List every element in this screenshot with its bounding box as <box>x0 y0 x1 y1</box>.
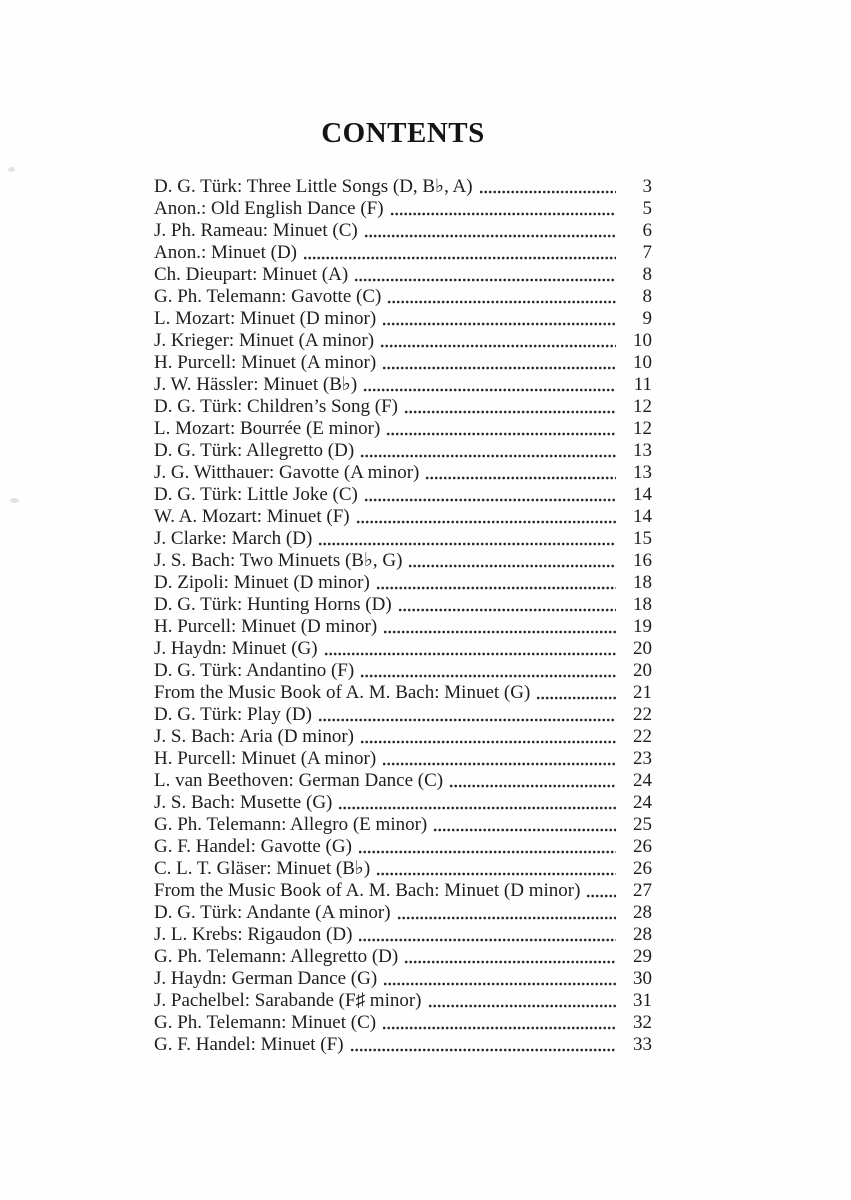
dot-leader <box>397 915 616 921</box>
toc-entry-label: J. Pachelbel: Sarabande (F♯ minor) <box>154 990 422 1011</box>
toc-entry-label: G. F. Handel: Minuet (F) <box>154 1034 344 1055</box>
toc-entry-page: 31 <box>633 990 652 1011</box>
toc-entry-page: 7 <box>642 242 652 263</box>
toc-entry-label: D. G. Türk: Play (D) <box>154 704 312 725</box>
toc-entry <box>154 528 652 550</box>
toc-entry-page: 14 <box>633 506 652 527</box>
toc-entry <box>154 286 652 308</box>
toc-entry <box>154 330 652 352</box>
toc-entry <box>154 242 652 264</box>
toc-entry-page: 24 <box>633 770 652 791</box>
dot-leader <box>428 1003 616 1009</box>
toc-entry <box>154 682 652 704</box>
toc-entry-page: 27 <box>633 880 652 901</box>
toc-entry-label: H. Purcell: Minuet (D minor) <box>154 616 378 637</box>
toc-entry-label: W. A. Mozart: Minuet (F) <box>154 506 350 527</box>
toc-entry <box>154 792 652 814</box>
toc-entry-page: 18 <box>633 594 652 615</box>
toc-entry-label: J. G. Witthauer: Gavotte (A minor) <box>154 462 420 483</box>
toc-entry <box>154 396 652 418</box>
toc-entry <box>154 880 652 902</box>
toc-entry-page: 16 <box>633 550 652 571</box>
toc-entry-label: Anon.: Minuet (D) <box>154 242 298 263</box>
dot-leader <box>382 1025 616 1031</box>
dot-leader <box>360 453 616 459</box>
dot-leader <box>386 431 616 437</box>
toc-entry <box>154 440 652 462</box>
dot-leader <box>318 717 616 723</box>
toc-entry <box>154 506 652 528</box>
dot-leader <box>324 651 616 657</box>
dot-leader <box>338 805 616 811</box>
toc-entry <box>154 594 652 616</box>
dot-leader <box>380 343 616 349</box>
toc-entry-page: 5 <box>642 198 652 219</box>
dot-leader <box>383 981 616 987</box>
dot-leader <box>360 673 616 679</box>
toc-entry <box>154 462 652 484</box>
toc-entry <box>154 1012 652 1034</box>
toc-entry <box>154 704 652 726</box>
toc-entry-page: 29 <box>633 946 652 967</box>
toc-entry-label: L. Mozart: Bourrée (E minor) <box>154 418 381 439</box>
toc-entry-page: 28 <box>633 924 652 945</box>
toc-entry <box>154 352 652 374</box>
dot-leader <box>382 761 616 767</box>
toc-entry-page: 25 <box>633 814 652 835</box>
dot-leader <box>364 497 616 503</box>
toc-entry <box>154 616 652 638</box>
dot-leader <box>356 519 616 525</box>
toc-entry-label: J. S. Bach: Musette (G) <box>154 792 333 813</box>
toc-entry-label: J. S. Bach: Aria (D minor) <box>154 726 355 747</box>
toc-entry <box>154 418 652 440</box>
toc-entry <box>154 814 652 836</box>
toc-entry <box>154 1034 652 1056</box>
toc-entry-label: D. G. Türk: Three Little Songs (D, B♭, A) <box>154 176 473 197</box>
dot-leader <box>404 959 616 965</box>
toc-entry-label: D. G. Türk: Allegretto (D) <box>154 440 355 461</box>
toc-entry-label: Anon.: Old English Dance (F) <box>154 198 384 219</box>
toc-entry-label: D. G. Türk: Little Joke (C) <box>154 484 358 505</box>
toc-entry-page: 10 <box>633 352 652 373</box>
toc-entry-page: 3 <box>642 176 652 197</box>
dot-leader <box>382 321 616 327</box>
scan-artifact <box>10 498 19 503</box>
toc-entry-label: J. W. Hässler: Minuet (B♭) <box>154 374 358 395</box>
toc-entry-label: J. S. Bach: Two Minuets (B♭, G) <box>154 550 403 571</box>
toc-entry-label: J. Haydn: Minuet (G) <box>154 638 318 659</box>
toc-entry <box>154 990 652 1012</box>
dot-leader <box>479 189 616 195</box>
toc-entry-page: 8 <box>642 264 652 285</box>
toc-entry-page: 6 <box>642 220 652 241</box>
toc-entry-page: 12 <box>633 396 652 417</box>
toc-entry-page: 13 <box>633 440 652 461</box>
toc-entry-label: D. G. Türk: Andante (A minor) <box>154 902 391 923</box>
dot-leader <box>354 277 616 283</box>
toc-entry <box>154 220 652 242</box>
toc-entry-page: 20 <box>633 638 652 659</box>
dot-leader <box>586 893 616 899</box>
dot-leader <box>376 871 616 877</box>
scan-artifact <box>8 167 15 172</box>
toc-entry-page: 18 <box>633 572 652 593</box>
toc-entry-page: 33 <box>633 1034 652 1055</box>
toc-entry-label: D. Zipoli: Minuet (D minor) <box>154 572 370 593</box>
dot-leader <box>449 783 616 789</box>
toc-entry-page: 8 <box>642 286 652 307</box>
toc-entry-label: D. G. Türk: Hunting Horns (D) <box>154 594 392 615</box>
toc-entry-label: From the Music Book of A. M. Bach: Minuet (G) <box>154 682 531 703</box>
toc-entry-label: G. Ph. Telemann: Allegro (E minor) <box>154 814 428 835</box>
toc-entry <box>154 770 652 792</box>
dot-leader <box>433 827 616 833</box>
toc-entry-page: 19 <box>633 616 652 637</box>
toc-entry <box>154 308 652 330</box>
toc-entry-label: G. F. Handel: Gavotte (G) <box>154 836 352 857</box>
toc-entry <box>154 968 652 990</box>
toc-entry-page: 26 <box>633 858 652 879</box>
dot-leader <box>364 233 616 239</box>
toc-entry-page: 10 <box>633 330 652 351</box>
dot-leader <box>358 849 616 855</box>
dot-leader <box>390 211 616 217</box>
toc-entry-label: H. Purcell: Minuet (A minor) <box>154 748 377 769</box>
toc-entry <box>154 572 652 594</box>
toc-entry-page: 23 <box>633 748 652 769</box>
dot-leader <box>404 409 616 415</box>
toc-entry-label: D. G. Türk: Andantino (F) <box>154 660 355 681</box>
toc-entry-page: 24 <box>633 792 652 813</box>
toc-entry-label: J. Ph. Rameau: Minuet (C) <box>154 220 358 241</box>
toc-entry <box>154 198 652 220</box>
toc-entry <box>154 946 652 968</box>
page-title: CONTENTS <box>321 117 485 149</box>
dot-leader <box>360 739 616 745</box>
toc-entry-page: 11 <box>633 374 652 395</box>
dot-leader <box>382 365 616 371</box>
dot-leader <box>318 541 616 547</box>
toc-entry <box>154 726 652 748</box>
dot-leader <box>383 629 616 635</box>
dot-leader <box>408 563 616 569</box>
toc-entry <box>154 638 652 660</box>
toc-entry <box>154 484 652 506</box>
toc-entry <box>154 836 652 858</box>
dot-leader <box>350 1047 616 1053</box>
toc-entry-label: G. Ph. Telemann: Gavotte (C) <box>154 286 382 307</box>
dot-leader <box>358 937 616 943</box>
toc-entry-label: J. Clarke: March (D) <box>154 528 313 549</box>
toc-entry <box>154 550 652 572</box>
toc-entry-page: 22 <box>633 726 652 747</box>
toc-entry-page: 26 <box>633 836 652 857</box>
dot-leader <box>363 387 616 393</box>
toc-entry-label: G. Ph. Telemann: Minuet (C) <box>154 1012 377 1033</box>
dot-leader <box>376 585 616 591</box>
toc-entry <box>154 660 652 682</box>
toc-entry-label: Ch. Dieupart: Minuet (A) <box>154 264 349 285</box>
toc-entry-label: H. Purcell: Minuet (A minor) <box>154 352 377 373</box>
toc-entry-page: 30 <box>633 968 652 989</box>
toc-entry <box>154 264 652 286</box>
toc-entry-label: L. van Beethoven: German Dance (C) <box>154 770 444 791</box>
toc-entry-page: 21 <box>633 682 652 703</box>
dot-leader <box>387 299 616 305</box>
dot-leader <box>536 695 616 701</box>
toc-entry-page: 14 <box>633 484 652 505</box>
toc-entry <box>154 924 652 946</box>
toc-entry-page: 9 <box>642 308 652 329</box>
toc-entry-page: 32 <box>633 1012 652 1033</box>
toc-entry <box>154 748 652 770</box>
toc-entry-label: J. L. Krebs: Rigaudon (D) <box>154 924 353 945</box>
toc-entry-page: 15 <box>633 528 652 549</box>
table-of-contents <box>154 176 652 1056</box>
dot-leader <box>398 607 616 613</box>
toc-entry <box>154 902 652 924</box>
toc-entry-label: From the Music Book of A. M. Bach: Minuet (D minor) <box>154 880 581 901</box>
toc-entry-label: L. Mozart: Minuet (D minor) <box>154 308 377 329</box>
toc-entry-label: J. Krieger: Minuet (A minor) <box>154 330 375 351</box>
toc-entry <box>154 176 652 198</box>
toc-entry <box>154 858 652 880</box>
toc-entry-page: 12 <box>633 418 652 439</box>
dot-leader <box>425 475 616 481</box>
toc-entry <box>154 374 652 396</box>
toc-entry-page: 22 <box>633 704 652 725</box>
toc-entry-label: C. L. T. Gläser: Minuet (B♭) <box>154 858 371 879</box>
dot-leader <box>303 255 616 261</box>
toc-entry-page: 28 <box>633 902 652 923</box>
toc-entry-label: J. Haydn: German Dance (G) <box>154 968 378 989</box>
toc-entry-label: G. Ph. Telemann: Allegretto (D) <box>154 946 399 967</box>
toc-entry-page: 20 <box>633 660 652 681</box>
toc-entry-label: D. G. Türk: Children’s Song (F) <box>154 396 399 417</box>
toc-entry-page: 13 <box>633 462 652 483</box>
